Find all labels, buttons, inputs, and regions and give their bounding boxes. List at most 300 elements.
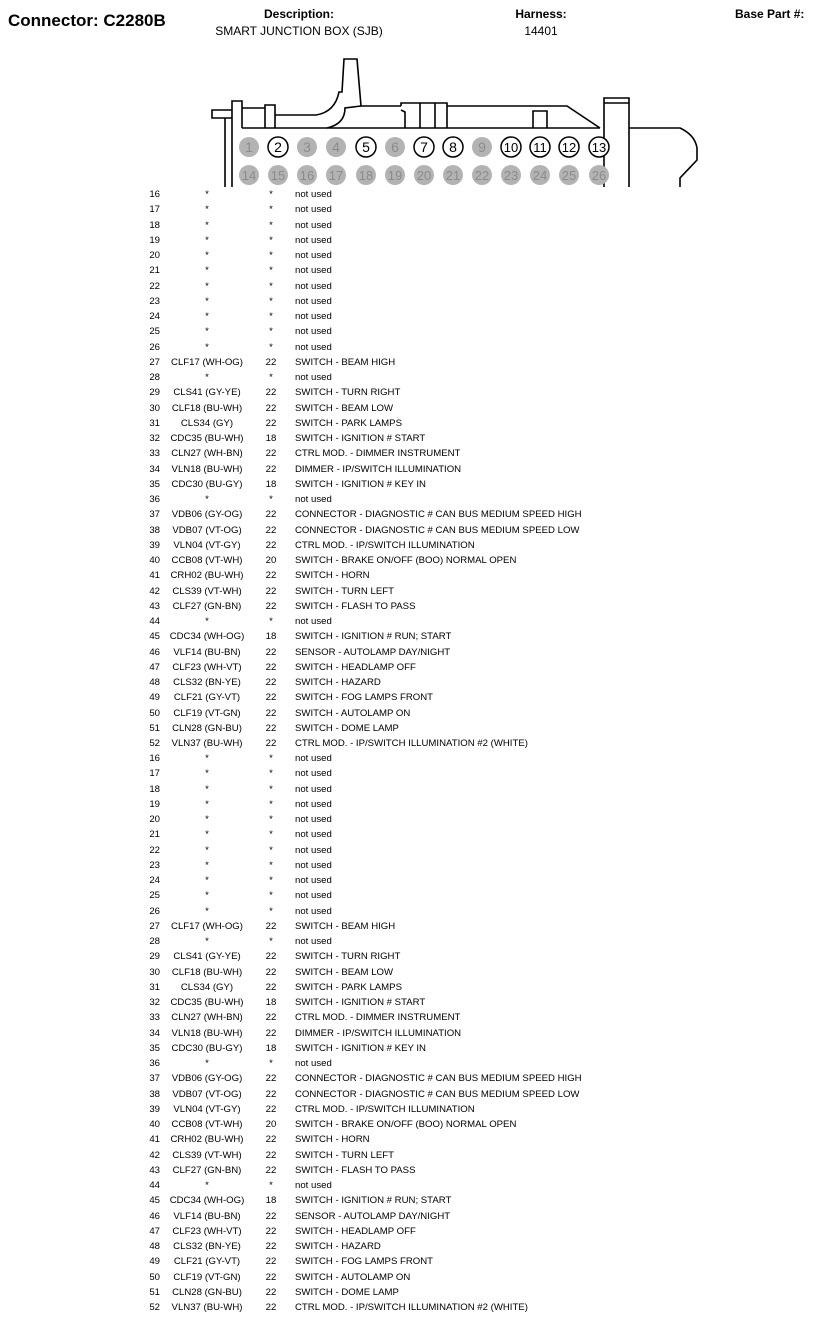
circuit-id: CRH02 (BU-WH) xyxy=(170,570,244,582)
pin-grid xyxy=(239,137,609,185)
circuit-description: not used xyxy=(295,1058,332,1069)
pin-number: 23 xyxy=(149,859,160,871)
table-row xyxy=(0,1256,831,1271)
circuit-description: SWITCH - IGNITION # START xyxy=(295,433,426,444)
pin-number: 30 xyxy=(149,402,160,414)
pin-number: 21 xyxy=(149,829,160,841)
circuit-id: * xyxy=(205,326,209,338)
circuit-id: * xyxy=(205,250,209,261)
circuit-id: CLN28 (GN-BU) xyxy=(172,722,242,734)
table-row xyxy=(0,1195,831,1210)
svg-text:25: 25 xyxy=(561,168,577,183)
circuit-description: CTRL MOD. - IP/SWITCH ILLUMINATION xyxy=(295,539,475,551)
circuit-description: SWITCH - FLASH TO PASS xyxy=(295,1164,416,1176)
circuit-description: SWITCH - HORN xyxy=(295,1134,370,1146)
table-row xyxy=(0,799,831,814)
circuit-id: VLN04 (VT-GY) xyxy=(173,539,241,551)
wire-gauge: * xyxy=(269,875,273,886)
wire-gauge: * xyxy=(269,890,273,902)
table-row xyxy=(0,1012,831,1027)
wire-gauge: * xyxy=(269,783,273,795)
circuit-id: * xyxy=(205,1180,209,1191)
pin-number: 36 xyxy=(149,1058,160,1069)
circuit-id: CLF18 (BU-WH) xyxy=(171,402,243,414)
pin-number: 22 xyxy=(149,280,160,292)
description-block xyxy=(190,7,408,38)
pin-number: 41 xyxy=(149,570,160,582)
wire-gauge: 18 xyxy=(265,1042,277,1054)
table-row xyxy=(0,1165,831,1180)
circuit-id: CLF23 (WH-VT) xyxy=(172,1225,242,1237)
table-row xyxy=(0,784,831,799)
circuit-description: SWITCH - AUTOLAMP ON xyxy=(295,1271,411,1283)
pin-number: 23 xyxy=(149,295,160,307)
pin-number: 24 xyxy=(149,311,160,322)
circuit-id: CLF27 (GN-BN) xyxy=(172,1164,242,1176)
circuit-description: CTRL MOD. - IP/SWITCH ILLUMINATION xyxy=(295,1103,475,1115)
circuit-description: SWITCH - HEADLAMP OFF xyxy=(295,661,416,673)
circuit-id: * xyxy=(205,844,209,856)
svg-text:24: 24 xyxy=(532,168,548,183)
pin-26 xyxy=(589,165,609,185)
pin-9 xyxy=(472,137,492,157)
table-row xyxy=(0,1134,831,1149)
pin-number: 51 xyxy=(149,722,160,734)
table-row xyxy=(0,906,831,921)
table-row xyxy=(0,890,831,905)
wire-gauge: * xyxy=(269,265,273,277)
pin-number: 41 xyxy=(149,1134,160,1146)
wire-gauge: 22 xyxy=(265,1103,277,1115)
description-value: SMART JUNCTION BOX (SJB) xyxy=(215,24,383,38)
circuit-description: CONNECTOR - DIAGNOSTIC # CAN BUS MEDIUM SPEED LOW xyxy=(295,524,580,536)
circuit-id: CDC30 (BU-GY) xyxy=(171,1042,243,1054)
pin-number: 48 xyxy=(149,677,160,688)
circuit-id: * xyxy=(205,768,209,780)
table-row xyxy=(0,372,831,387)
wire-gauge: 20 xyxy=(265,555,277,566)
circuit-description: SWITCH - BRAKE ON/OFF (BOO) NORMAL OPEN xyxy=(295,555,517,566)
svg-text:10: 10 xyxy=(503,140,519,155)
table-row xyxy=(0,814,831,829)
pin-14 xyxy=(239,165,259,185)
table-row xyxy=(0,418,831,433)
table-row xyxy=(0,1180,831,1195)
circuit-description: SWITCH - BEAM HIGH xyxy=(295,920,396,932)
circuit-description: not used xyxy=(295,189,332,200)
connector-title: Connector: C2280B xyxy=(8,11,166,30)
table-row xyxy=(0,723,831,738)
table-row xyxy=(0,433,831,448)
svg-text:15: 15 xyxy=(270,168,286,183)
wire-gauge: * xyxy=(269,250,273,261)
circuit-description: SWITCH - IGNITION # KEY IN xyxy=(295,1042,426,1054)
pin-number: 52 xyxy=(149,1302,160,1313)
description-label: Description: xyxy=(263,7,334,21)
circuit-description: not used xyxy=(295,616,332,627)
table-row xyxy=(0,1241,831,1256)
circuit-id: VLN37 (BU-WH) xyxy=(171,738,243,749)
circuit-id: CLN27 (WH-BN) xyxy=(171,448,243,460)
wire-gauge: 22 xyxy=(265,1302,277,1313)
wire-gauge: * xyxy=(269,1058,273,1069)
table-row xyxy=(0,525,831,540)
pin-20 xyxy=(414,165,434,185)
circuit-description: DIMMER - IP/SWITCH ILLUMINATION xyxy=(295,1027,462,1039)
pin-3 xyxy=(297,137,317,157)
svg-text:3: 3 xyxy=(303,139,311,155)
svg-text:23: 23 xyxy=(503,168,519,183)
pin-number: 48 xyxy=(149,1241,160,1252)
wire-gauge: * xyxy=(269,372,273,383)
circuit-description: not used xyxy=(295,753,332,764)
circuit-description: SWITCH - HEADLAMP OFF xyxy=(295,1225,416,1237)
svg-text:19: 19 xyxy=(387,168,403,183)
circuit-description: SWITCH - FOG LAMPS FRONT xyxy=(295,1256,434,1268)
wire-gauge: 22 xyxy=(265,646,277,658)
wire-gauge: 22 xyxy=(265,692,277,704)
wire-gauge: 22 xyxy=(265,600,277,612)
svg-text:8: 8 xyxy=(449,139,457,155)
circuit-id: * xyxy=(205,798,209,810)
pin-number: 42 xyxy=(149,1149,160,1161)
pin-8 xyxy=(443,137,463,157)
wire-gauge: 22 xyxy=(265,402,277,414)
circuit-id: * xyxy=(205,311,209,322)
pin-18 xyxy=(356,165,376,185)
pin-number: 44 xyxy=(149,616,160,627)
pin-number: 36 xyxy=(149,494,160,505)
wire-gauge: 20 xyxy=(265,1119,277,1130)
connector-face-diagram xyxy=(0,50,831,190)
table-row xyxy=(0,1150,831,1165)
pin-number: 32 xyxy=(149,997,160,1008)
circuit-description: SENSOR - AUTOLAMP DAY/NIGHT xyxy=(295,646,451,658)
wire-gauge: 22 xyxy=(265,738,277,749)
circuit-description: not used xyxy=(295,204,332,216)
table-row xyxy=(0,189,831,204)
wire-gauge: 22 xyxy=(265,463,277,475)
pin-number: 18 xyxy=(149,783,160,795)
table-row xyxy=(0,494,831,509)
harness-value: 14401 xyxy=(524,24,558,38)
wire-gauge: 18 xyxy=(265,1195,277,1207)
wire-gauge: 22 xyxy=(265,1286,277,1298)
circuit-id: CDC35 (BU-WH) xyxy=(170,997,244,1008)
circuit-description: not used xyxy=(295,814,332,825)
wire-gauge: 18 xyxy=(265,478,277,490)
pin-12 xyxy=(559,137,579,157)
circuit-id: VLN37 (BU-WH) xyxy=(171,1302,243,1313)
pin-number: 31 xyxy=(149,981,160,993)
pin-number: 52 xyxy=(149,738,160,749)
table-row xyxy=(0,768,831,783)
pin-number: 42 xyxy=(149,585,160,597)
wire-gauge: 22 xyxy=(265,417,277,429)
svg-text:9: 9 xyxy=(478,139,486,155)
wire-gauge: * xyxy=(269,1180,273,1191)
pin-number: 49 xyxy=(149,1256,160,1268)
table-row xyxy=(0,982,831,997)
circuit-id: VDB07 (VT-OG) xyxy=(172,524,242,536)
wire-gauge: 22 xyxy=(265,1210,277,1222)
pin-number: 40 xyxy=(149,555,160,566)
pin-10 xyxy=(501,137,521,157)
svg-text:6: 6 xyxy=(391,139,399,155)
circuit-id: CDC30 (BU-GY) xyxy=(171,478,243,490)
wire-gauge: 22 xyxy=(265,981,277,993)
table-row xyxy=(0,1226,831,1241)
base-part-label: Base Part #: xyxy=(735,7,805,21)
wire-gauge: 22 xyxy=(265,1088,277,1100)
table-row xyxy=(0,1028,831,1043)
circuit-description: SWITCH - BEAM LOW xyxy=(295,402,394,414)
wire-gauge: * xyxy=(269,280,273,292)
table-row xyxy=(0,1089,831,1104)
circuit-description: SWITCH - FLASH TO PASS xyxy=(295,600,416,612)
circuit-description: not used xyxy=(295,265,332,277)
wire-gauge: 22 xyxy=(265,1149,277,1161)
wire-gauge: 22 xyxy=(265,920,277,932)
circuit-id: CLF19 (VT-GN) xyxy=(173,1271,241,1283)
table-row xyxy=(0,204,831,219)
circuit-description: SWITCH - PARK LAMPS xyxy=(295,981,402,993)
wire-gauge: 18 xyxy=(265,631,277,643)
table-row xyxy=(0,829,831,844)
circuit-id: VLF14 (BU-BN) xyxy=(173,646,241,658)
circuit-description: not used xyxy=(295,875,332,886)
pin-number: 43 xyxy=(149,1164,160,1176)
circuit-id: CRH02 (BU-WH) xyxy=(170,1134,244,1146)
pin-number: 34 xyxy=(149,1027,160,1039)
table-row xyxy=(0,951,831,966)
table-row xyxy=(0,601,831,616)
table-row xyxy=(0,570,831,585)
circuit-description: SWITCH - DOME LAMP xyxy=(295,1286,399,1298)
pin-number: 28 xyxy=(149,372,160,383)
pin-13 xyxy=(589,137,609,157)
circuit-id: CLN28 (GN-BU) xyxy=(172,1286,242,1298)
circuit-id: CLS41 (GY-YE) xyxy=(173,951,241,963)
pin-5 xyxy=(356,137,376,157)
table-row xyxy=(0,936,831,951)
circuit-id: VDB07 (VT-OG) xyxy=(172,1088,242,1100)
table-row xyxy=(0,738,831,753)
pin-number: 50 xyxy=(149,1271,160,1283)
circuit-description: SWITCH - DOME LAMP xyxy=(295,722,399,734)
table-row xyxy=(0,845,831,860)
pin-16 xyxy=(297,165,317,185)
table-row xyxy=(0,235,831,250)
pin-number: 18 xyxy=(149,219,160,231)
svg-text:16: 16 xyxy=(299,168,315,183)
circuit-description: SWITCH - BRAKE ON/OFF (BOO) NORMAL OPEN xyxy=(295,1119,517,1130)
wire-gauge: 22 xyxy=(265,951,277,963)
pin-number: 24 xyxy=(149,875,160,886)
pin-number: 16 xyxy=(149,753,160,764)
pin-number: 32 xyxy=(149,433,160,444)
circuit-description: CTRL MOD. - DIMMER INSTRUMENT xyxy=(295,448,461,460)
table-row xyxy=(0,708,831,723)
wire-gauge: 22 xyxy=(265,387,277,399)
pin-number: 35 xyxy=(149,478,160,490)
wire-gauge: 22 xyxy=(265,509,277,521)
circuit-description: SWITCH - FOG LAMPS FRONT xyxy=(295,692,434,704)
circuit-id: VLN18 (BU-WH) xyxy=(171,463,243,475)
wire-gauge: 22 xyxy=(265,524,277,536)
circuit-description: not used xyxy=(295,936,332,947)
svg-text:13: 13 xyxy=(591,140,607,155)
table-row xyxy=(0,616,831,631)
pin-number: 20 xyxy=(149,814,160,825)
circuit-description: CTRL MOD. - IP/SWITCH ILLUMINATION #2 (WHITE) xyxy=(295,738,528,749)
circuit-id: * xyxy=(205,814,209,825)
circuit-id: CLF17 (WH-OG) xyxy=(171,356,243,368)
pin-25 xyxy=(559,165,579,185)
pin-number: 39 xyxy=(149,539,160,551)
wire-gauge: 22 xyxy=(265,1073,277,1085)
circuit-description: SWITCH - AUTOLAMP ON xyxy=(295,707,411,719)
pin-4 xyxy=(326,137,346,157)
svg-text:7: 7 xyxy=(420,139,428,155)
circuit-description: not used xyxy=(295,326,332,338)
pin-6 xyxy=(385,137,405,157)
pin-24 xyxy=(530,165,550,185)
circuit-description: not used xyxy=(295,295,332,307)
pin-number: 29 xyxy=(149,951,160,963)
pin-number: 47 xyxy=(149,1225,160,1237)
circuit-description: not used xyxy=(295,768,332,780)
wire-gauge: * xyxy=(269,295,273,307)
pin-number: 27 xyxy=(149,920,160,932)
circuit-id: CLS39 (VT-WH) xyxy=(172,585,242,597)
pin-number: 27 xyxy=(149,356,160,368)
table-row xyxy=(0,326,831,341)
table-row xyxy=(0,631,831,646)
pin-number: 44 xyxy=(149,1180,160,1191)
circuit-id: * xyxy=(205,280,209,292)
circuit-description: not used xyxy=(295,905,332,917)
table-row xyxy=(0,403,831,418)
circuit-id: CDC34 (WH-OG) xyxy=(169,631,245,643)
wire-gauge: * xyxy=(269,616,273,627)
table-row xyxy=(0,1287,831,1302)
circuit-description: SWITCH - HORN xyxy=(295,570,370,582)
table-row xyxy=(0,1302,831,1317)
wire-gauge: * xyxy=(269,859,273,871)
circuit-id: VLN04 (VT-GY) xyxy=(173,1103,241,1115)
harness-block xyxy=(500,7,582,38)
circuit-id: VDB06 (GY-OG) xyxy=(171,509,243,521)
circuit-description: SWITCH - IGNITION # RUN; START xyxy=(295,631,452,643)
wire-gauge: 22 xyxy=(265,448,277,460)
pin-number: 45 xyxy=(149,631,160,643)
table-row xyxy=(0,1119,831,1134)
circuit-description: not used xyxy=(295,219,332,231)
circuit-id: * xyxy=(205,234,209,246)
pin-number: 31 xyxy=(149,417,160,429)
circuit-id: VLN18 (BU-WH) xyxy=(171,1027,243,1039)
circuit-description: CONNECTOR - DIAGNOSTIC # CAN BUS MEDIUM SPEED LOW xyxy=(295,1088,580,1100)
pin-22 xyxy=(472,165,492,185)
pin-number: 46 xyxy=(149,1210,160,1222)
pin-2 xyxy=(268,137,288,157)
svg-text:14: 14 xyxy=(241,168,257,183)
circuit-id: VDB06 (GY-OG) xyxy=(171,1073,243,1085)
circuit-id: * xyxy=(205,341,209,353)
circuit-description: not used xyxy=(295,280,332,292)
circuit-id: * xyxy=(205,905,209,917)
table-row xyxy=(0,357,831,372)
table-row xyxy=(0,647,831,662)
table-row xyxy=(0,509,831,524)
wire-gauge: * xyxy=(269,844,273,856)
wire-gauge: 22 xyxy=(265,1164,277,1176)
circuit-id: CLS39 (VT-WH) xyxy=(172,1149,242,1161)
pin-15 xyxy=(268,165,288,185)
pin-1 xyxy=(239,137,259,157)
table-row xyxy=(0,250,831,265)
pin-number: 51 xyxy=(149,1286,160,1298)
circuit-id: CDC35 (BU-WH) xyxy=(170,433,244,444)
circuit-id: CLF27 (GN-BN) xyxy=(172,600,242,612)
wire-gauge: * xyxy=(269,905,273,917)
circuit-description: not used xyxy=(295,372,332,383)
circuit-id: CLS34 (GY) xyxy=(180,981,234,993)
svg-text:11: 11 xyxy=(533,140,547,155)
pin-number: 21 xyxy=(149,265,160,277)
pin-7 xyxy=(414,137,434,157)
circuit-description: not used xyxy=(295,829,332,841)
wire-gauge: * xyxy=(269,829,273,841)
svg-text:4: 4 xyxy=(332,139,340,155)
circuit-id: * xyxy=(205,783,209,795)
table-row xyxy=(0,555,831,570)
pin-number: 19 xyxy=(149,234,160,246)
pin-number: 33 xyxy=(149,448,160,460)
pin-number: 30 xyxy=(149,966,160,978)
table-row xyxy=(0,586,831,601)
circuit-id: * xyxy=(205,616,209,627)
wire-gauge: * xyxy=(269,311,273,322)
pin-number: 19 xyxy=(149,798,160,810)
circuit-id: CLF17 (WH-OG) xyxy=(171,920,243,932)
circuit-id: CCB08 (VT-WH) xyxy=(171,1119,243,1130)
circuit-description: CONNECTOR - DIAGNOSTIC # CAN BUS MEDIUM SPEED HIGH xyxy=(295,509,582,521)
pin-number: 17 xyxy=(149,204,160,216)
table-row xyxy=(0,753,831,768)
pin-number: 25 xyxy=(149,326,160,338)
wire-gauge: * xyxy=(269,936,273,947)
pin-number: 45 xyxy=(149,1195,160,1207)
wire-gauge: 22 xyxy=(265,707,277,719)
svg-text:17: 17 xyxy=(328,168,344,183)
circuit-id: * xyxy=(205,219,209,231)
table-row xyxy=(0,342,831,357)
table-row xyxy=(0,1058,831,1073)
table-row xyxy=(0,540,831,555)
wire-gauge: 22 xyxy=(265,585,277,597)
circuit-id: CLF21 (GY-VT) xyxy=(173,692,241,704)
circuit-id: * xyxy=(205,295,209,307)
circuit-id: CLN27 (WH-BN) xyxy=(171,1012,243,1024)
table-row xyxy=(0,479,831,494)
table-row xyxy=(0,1272,831,1287)
wire-gauge: 22 xyxy=(265,1027,277,1039)
circuit-description: not used xyxy=(295,250,332,261)
wire-gauge: 22 xyxy=(265,539,277,551)
table-row xyxy=(0,997,831,1012)
